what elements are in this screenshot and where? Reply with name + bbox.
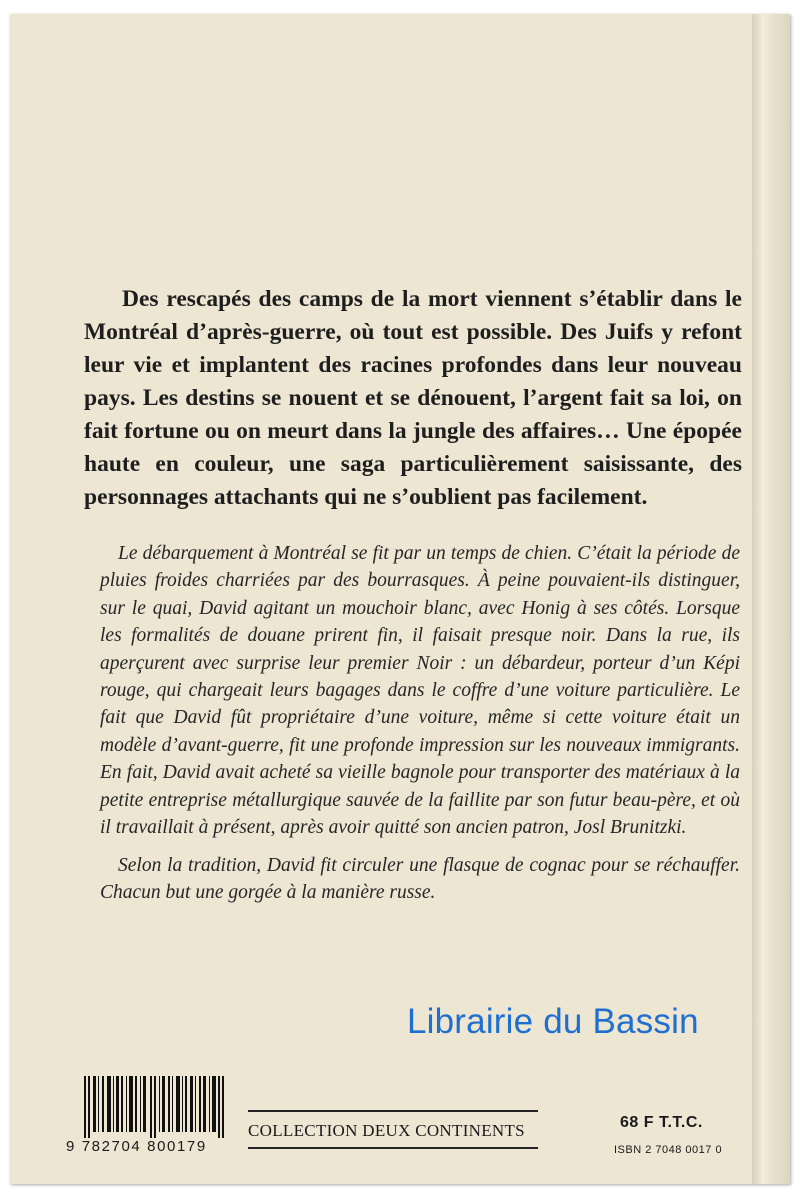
blurb-text (84, 283, 742, 514)
collection-label: COLLECTION DEUX CONTINENTS (248, 1121, 525, 1140)
barcode (66, 1074, 236, 1164)
excerpt-paragraph-1 (100, 540, 740, 841)
collection-rule-bottom (248, 1147, 538, 1149)
barcode-number: 9 782704 800179 (66, 1138, 207, 1155)
watermark: Librairie du Bassin (407, 1002, 699, 1041)
blurb-content: Des rescapés des camps de la mort viennent s’établir dans le Montréal d’après-guerre, où tout est possible. Des Juifs y refont leur vie et implantent des racines profondes dans leur nouveau pays. Les destins se nouent et se dénouent, l’argent fait sa loi, on fait fortune ou on meurt dans la jungle des affaires… Une épopée haute en couleur, une saga particulièrement saisissante, des personnages attachants qui ne s’oublient pas facilement. (84, 286, 742, 510)
book-spine-edge (752, 14, 790, 1184)
price-label: 68 F T.T.C. (620, 1114, 703, 1131)
excerpt-paragraph-2 (100, 852, 740, 907)
excerpt-paragraph-2-text: Selon la tradition, David fit circuler une flasque de cognac pour se réchauffer. Chacun but une gorgée à la manière russe. (100, 855, 740, 904)
isbn-label: ISBN 2 7048 0017 0 (614, 1144, 723, 1156)
collection-rule-top (248, 1110, 538, 1112)
barcode-bars (84, 1076, 232, 1138)
excerpt-paragraph-1-text: Le débarquement à Montréal se fit par un temps de chien. C’était la période de pluies froides charriées par des bourrasques. À peine pouvaient-ils distinguer, sur le quai, David agitant un mouchoir blanc, avec Honig à ses côtés. Lorsque les formalités de douane prirent fin, il faisait presque noir. Dans la rue, ils aperçurent avec surprise leur premier Noir : un débardeur, porteur d’un Képi rouge, qui chargeait leurs bagages dans le coffre d’une voiture particulière. Le fait que David fût propriétaire d’une voiture, même si cette voiture était un modèle d’avant-guerre, fit une profonde impression sur les nouveaux immigrants. En fait, David avait acheté sa vieille bagnole pour transporter des matériaux à la petite entreprise métallurgique sauvée de la faillite par son futur beau-père, et où il travaillait à présent, après avoir quitté son ancien patron, Josl Brunitzki. (100, 543, 740, 839)
